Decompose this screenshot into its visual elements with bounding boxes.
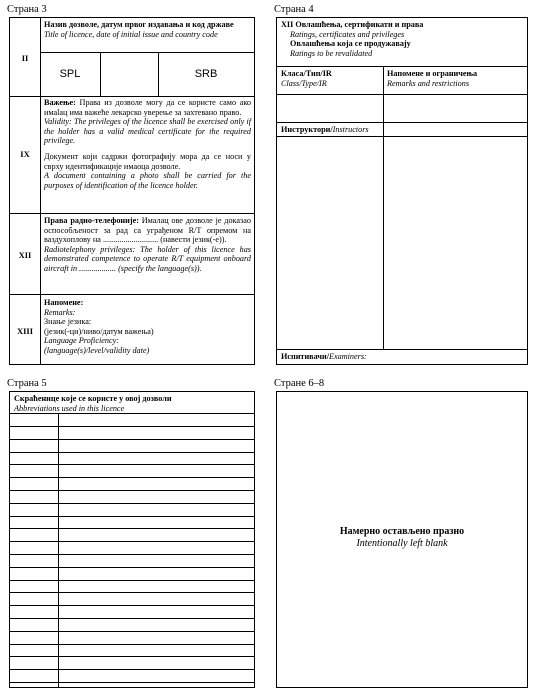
abbreviation-row-line [10, 503, 254, 504]
section-number-ii: II [21, 53, 29, 63]
page-6-8-frame [276, 391, 528, 688]
abbreviation-row-line [10, 656, 254, 657]
ratings-row-divider [277, 94, 527, 95]
language-proficiency-en: Language Proficiency: [44, 336, 119, 346]
instructors-label [281, 125, 441, 135]
licence-title-sr: Назив дозволе, датум првог издавања и код државе [44, 20, 234, 29]
ratings-heading-divider [277, 66, 527, 67]
language-format-en: (language(s)/level/validity date) [44, 345, 150, 355]
instructors-en: Instructors [332, 125, 369, 134]
abbreviations-heading-divider [10, 413, 254, 414]
examiners-sr: Испитивачи/ [281, 352, 329, 361]
class-type-header [281, 69, 381, 88]
page-4-label: Страна 4 [274, 4, 314, 15]
abbreviation-row-line [10, 541, 254, 542]
section-number-xii: XII [18, 250, 32, 260]
validity-label: Важење: [44, 98, 76, 107]
abbreviation-row-line [10, 452, 254, 453]
page-3-label: Страна 3 [7, 4, 47, 15]
abbreviation-row-line [10, 592, 254, 593]
page-5-label: Страна 5 [7, 378, 47, 389]
licence-type-spl: SPL [59, 68, 81, 80]
licence-date-cell [100, 52, 158, 96]
language-proficiency-sr: Знање језика: [44, 317, 92, 327]
abbreviation-row-line [10, 554, 254, 555]
examiners-divider [277, 349, 527, 350]
ratings-column-divider [383, 66, 384, 349]
radiotelephony-text [44, 216, 251, 274]
abbreviation-row-line [10, 605, 254, 606]
photo-document-sr: Документ који садржи фотографију мора да се носи у сврху идентификације имаоца дозволе. [44, 151, 251, 171]
abbreviation-row-line [10, 567, 254, 568]
section-divider [10, 213, 254, 214]
validity-sr: Права из дозволе могу да се користе само ако имаlaц има важеће лекарско уверење за захтевано право. [44, 98, 251, 117]
remarks-label-en: Remarks: [44, 307, 76, 317]
blank-page-notice [277, 526, 527, 550]
abbreviation-row-line [10, 516, 254, 517]
validity-en: Validity: The privileges of the licence shall be exercised only if the holder has a valid medical certificate for the required privilege. [44, 117, 251, 146]
page-4-frame [276, 17, 528, 365]
abbreviation-row-line [10, 439, 254, 440]
remarks-restrictions-sr: Напомене и ограничења [387, 69, 478, 78]
radiotelephony-sr: Ималац ове дозволе је доказао оспособљеност за рад са уграђеном R/T опремом на ваздухоплову на ........................... (навести језик(-е)). [44, 216, 251, 245]
ratings-title-sr: XII Овлашћења, сертификати и права [281, 20, 424, 29]
abbreviations-heading [14, 394, 250, 413]
abbreviation-row-line [10, 477, 254, 478]
abbreviation-row-line [10, 464, 254, 465]
abbreviation-row-line [10, 644, 254, 645]
ratings-heading [281, 20, 521, 58]
licence-title-en: Title of licence, date of initial issue and country code [44, 29, 218, 39]
page-3-frame [9, 17, 255, 365]
abbreviation-row-line [10, 669, 254, 670]
examiners-en: Examiners: [328, 352, 367, 361]
section-number-xiii: XIII [16, 326, 34, 336]
abbreviation-row-line [10, 490, 254, 491]
section-number-ix: IX [20, 149, 30, 159]
abbreviation-row-line [10, 682, 254, 683]
remarks-restrictions-en: Remarks and restrictions [387, 78, 470, 88]
abbreviations-title-sr: Скраћенице које се користе у овој дозволи [14, 394, 172, 403]
ratings-row-divider [277, 136, 527, 137]
class-type-en: Class/Type/IR [281, 78, 327, 88]
class-type-sr: Класа/Тип/IR [281, 69, 332, 78]
remarks-text [44, 298, 251, 356]
photo-document-en: A document containing a photo shall be carried for the purposes of identification of the licence holder. [44, 171, 251, 190]
section-divider [10, 294, 254, 295]
ratings-row-divider [277, 122, 527, 123]
blank-notice-en: Intentionally left blank [356, 538, 448, 549]
ratings-title-en: Ratings, certificates and privileges [290, 29, 405, 39]
remarks-restrictions-header [387, 69, 525, 88]
abbreviation-row-line [10, 631, 254, 632]
page-6-8-label: Стране 6–8 [274, 378, 325, 389]
abbreviation-row-line [10, 426, 254, 427]
blank-notice-sr: Намерно остављено празно [339, 526, 465, 537]
examiners-label [281, 352, 481, 362]
section-divider [10, 96, 254, 97]
instructors-sr: Инструктори/ [281, 125, 333, 134]
radiotelephony-label: Права радио-телефоније: [44, 216, 139, 225]
validity-text [44, 98, 251, 190]
page-5-frame [9, 391, 255, 688]
abbreviations-column-divider [58, 413, 59, 687]
remarks-label-sr: Напомене: [44, 298, 84, 307]
abbreviation-row-line [10, 580, 254, 581]
country-code-srb: SRB [194, 68, 218, 80]
revalidated-sr: Овлашћења која се продужавају [290, 39, 411, 49]
radiotelephony-en: Radiotelephony privileges: The holder of this licence has demonstrated competence to operate R/T equipment onboard aircraft in .................. (specify the language(s)). [44, 244, 251, 273]
language-format-sr: (језик(-ци)/ниво/датум важења) [44, 326, 154, 336]
abbreviations-title-en: Abbreviations used in this licence [14, 403, 125, 413]
licence-title-heading [44, 20, 252, 39]
revalidated-en: Ratings to be revalidated [290, 48, 373, 58]
abbreviation-row-line [10, 618, 254, 619]
abbreviation-row-line [10, 528, 254, 529]
